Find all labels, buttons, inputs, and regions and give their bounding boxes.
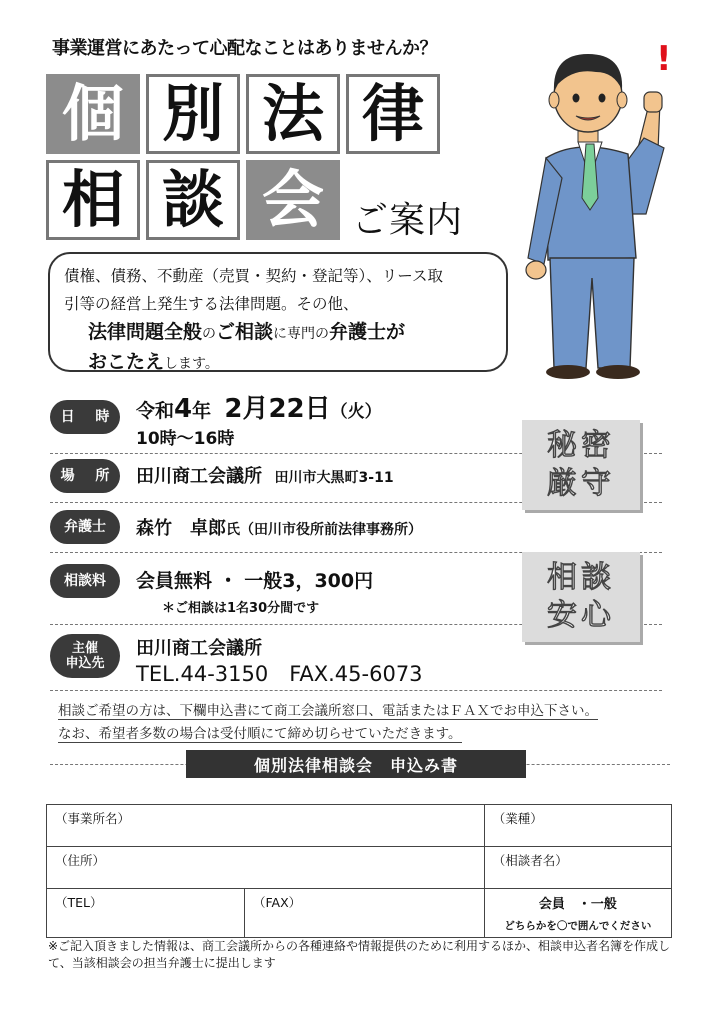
fax-field[interactable]: （FAX） bbox=[245, 889, 485, 938]
place-label: 場 所 bbox=[50, 459, 120, 493]
place-text: 田川商工会議所 田川市大黒町3-11 bbox=[136, 466, 394, 487]
confidential-stamp: 秘密 厳守 bbox=[522, 420, 640, 510]
fee-note: ＊ご相談は1名30分間です bbox=[162, 601, 320, 616]
note-line: 相談ご希望の方は、下欄申込書にて商工会議所窓口、電話またはＦＡＸでお申込下さい。 bbox=[58, 703, 598, 719]
intro-line: 引等の経営上発生する法律問題。その他、 bbox=[64, 295, 359, 313]
intro-box bbox=[48, 252, 508, 372]
address-field[interactable]: （住所） bbox=[47, 847, 485, 889]
lawyer-text: 森竹 卓郎氏（田川市役所前法律事務所） bbox=[136, 518, 422, 539]
application-notes bbox=[58, 700, 598, 746]
date-text: 令和4年 2月22日（火） bbox=[136, 394, 382, 424]
businessman-illustration bbox=[518, 38, 688, 388]
title-char: 別 bbox=[146, 74, 240, 154]
organizer-contact: TEL.44-3150 FAX.45-6073 bbox=[136, 662, 423, 686]
intro-line: おこたえします。 bbox=[88, 351, 219, 373]
title-char: 法 bbox=[246, 74, 340, 154]
consultant-name-field[interactable]: （相談者名） bbox=[484, 847, 671, 889]
organizer-label: 主催 申込先 bbox=[50, 634, 120, 678]
fee-label: 相談料 bbox=[50, 564, 120, 598]
tel-field[interactable]: （TEL） bbox=[47, 889, 245, 938]
intro-line: 債権、債務、不動産（売買・契約・登記等）、リース取 bbox=[64, 267, 443, 285]
fee-text: 会員無料 ・ 一般3，300円 bbox=[136, 570, 374, 592]
note-line: なお、希望者多数の場合は受付順にて締め切らせていただきます。 bbox=[58, 726, 462, 742]
title-suffix: ご案内 bbox=[352, 200, 464, 241]
title-char: 談 bbox=[146, 160, 240, 240]
divider bbox=[50, 690, 662, 691]
form-title: 個別法律相談会 申込み書 bbox=[186, 750, 526, 778]
title-char: 律 bbox=[346, 74, 440, 154]
industry-field[interactable]: （業種） bbox=[484, 805, 671, 847]
application-form bbox=[46, 804, 672, 938]
lead-text: 事業運営にあたって心配なことはありませんか？ bbox=[52, 38, 437, 59]
privacy-footnote: ※ご記入頂きました情報は、商工会議所からの各種連絡や情報提供のために利用するほか、相談申込者名簿を作成して、当該相談会の担当弁護士に提出します bbox=[48, 939, 671, 970]
reassurance-stamp: 相談 安心 bbox=[522, 552, 640, 642]
business-name-field[interactable]: （事業所名） bbox=[47, 805, 485, 847]
membership-field[interactable]: 会員 ・一般 どちらかを〇で囲んでください bbox=[484, 889, 671, 938]
title-char: 個 bbox=[46, 74, 140, 154]
title-char: 相 bbox=[46, 160, 140, 240]
organizer-name: 田川商工会議所 bbox=[136, 638, 262, 659]
time-text: 10時～16時 bbox=[136, 429, 235, 449]
intro-line: 法律問題全般のご相談に専門の弁護士が bbox=[88, 321, 406, 343]
date-label: 日 時 bbox=[50, 400, 120, 434]
title-char: 会 bbox=[246, 160, 340, 240]
lawyer-label: 弁護士 bbox=[50, 510, 120, 544]
exclamation-icon: ! bbox=[656, 39, 672, 79]
